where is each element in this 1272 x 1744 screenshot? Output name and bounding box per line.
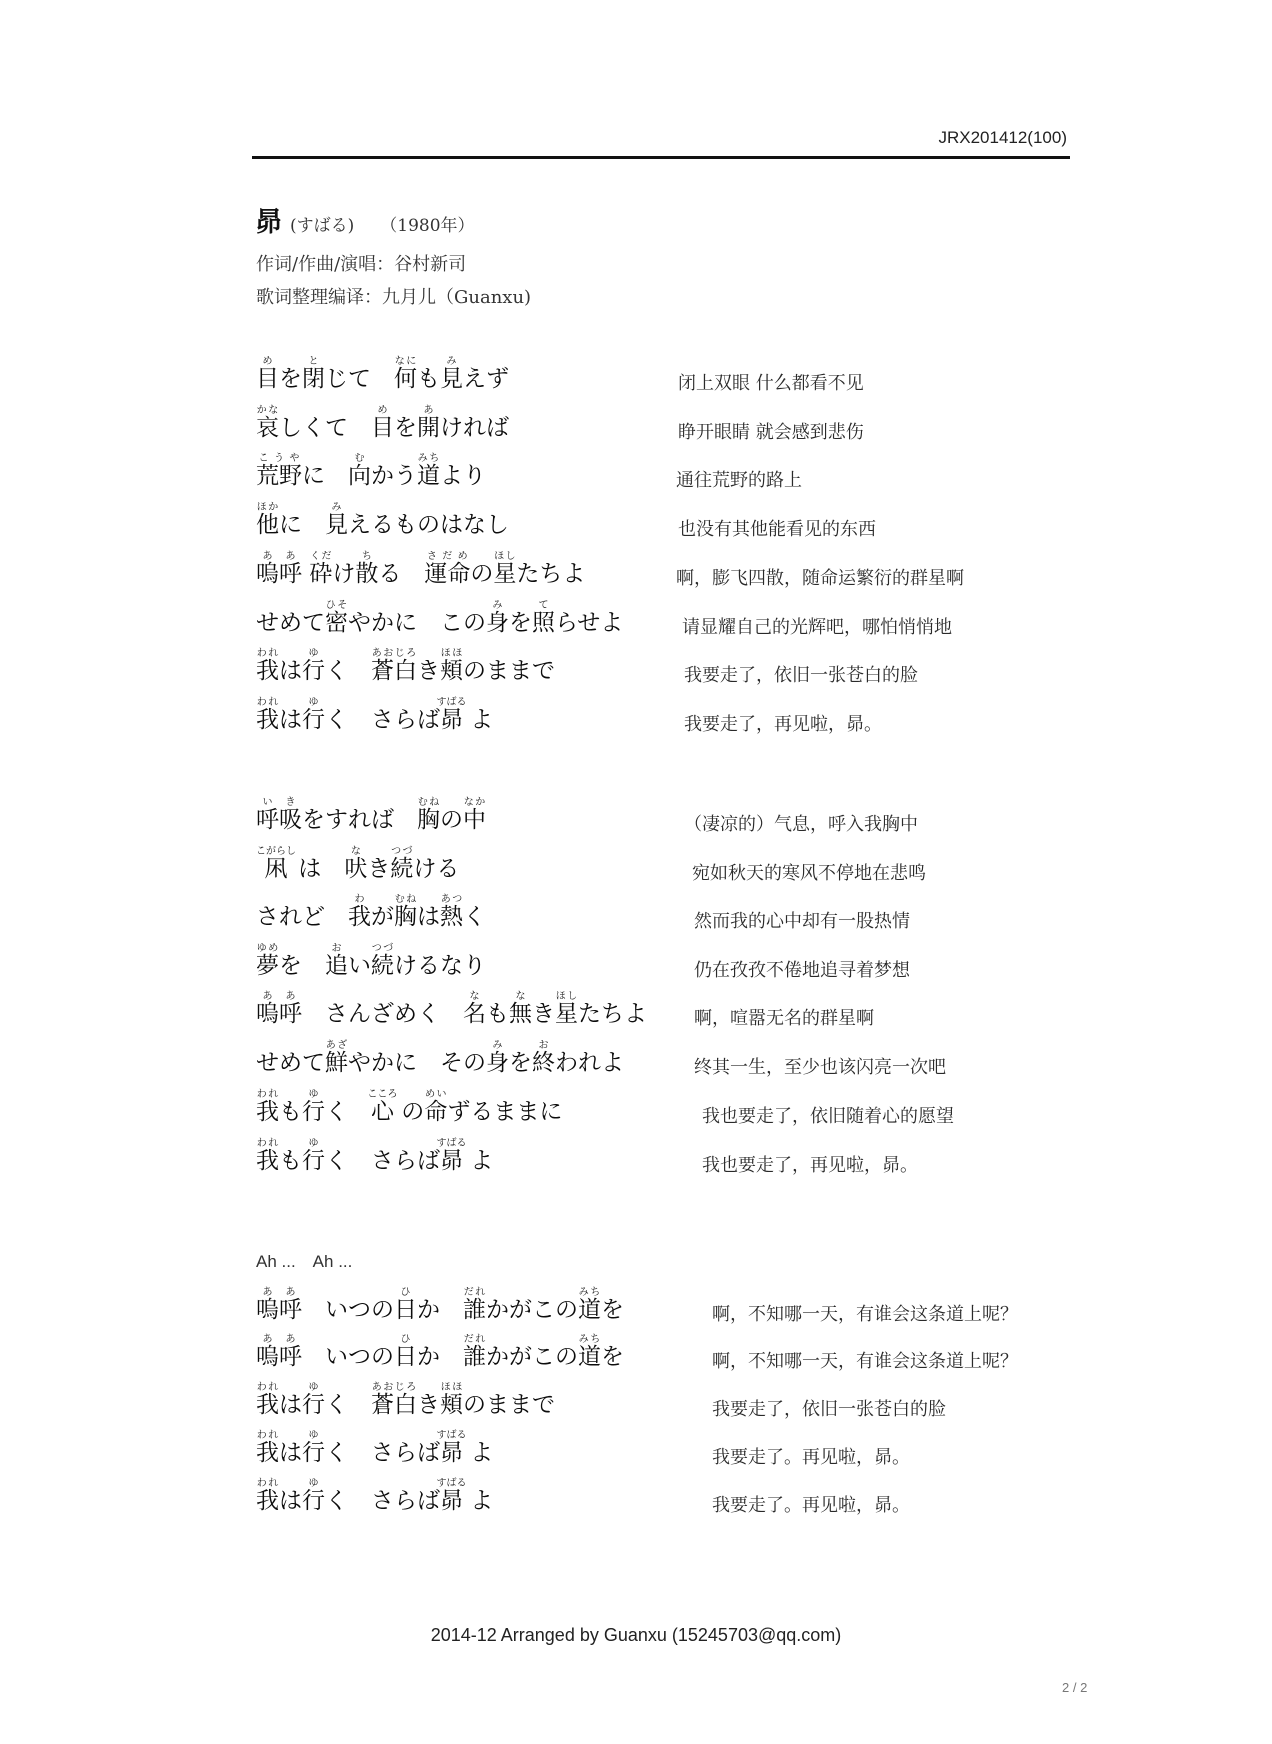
furigana-word: 目め xyxy=(371,405,394,441)
furigana-word: 日ひ xyxy=(394,1287,417,1323)
furigana-word: 嗚呼ああ xyxy=(256,1287,302,1323)
furigana-word: 行ゆ xyxy=(302,697,325,733)
furigana-word: 行ゆ xyxy=(302,1382,325,1418)
furigana-word: 蒼白あおじろ xyxy=(371,648,417,684)
lyric-line-chinese: 啊，膨飞四散，随命运繁衍的群星啊 xyxy=(676,568,964,589)
lyric-line-chinese: 我也要走了，依旧随着心的愿望 xyxy=(702,1106,954,1127)
furigana-word: 誰だれ xyxy=(463,1287,486,1323)
furigana-word: 我われ xyxy=(256,648,279,684)
lyric-line-japanese: 哀かなしくて 目めを開あければ xyxy=(256,405,509,441)
lyric-line-japanese: 嗚呼ああ さんざめく 名なも無なき星ほしたちよ xyxy=(256,991,647,1027)
lyric-line-chinese: 我要走了。再见啦，昴。 xyxy=(712,1447,910,1468)
furigana-word: 道みち xyxy=(417,453,440,489)
lyric-line-japanese: 目めを閉とじて 何なにも見みえず xyxy=(256,356,509,392)
furigana-word: 運命さだめ xyxy=(424,551,471,587)
furigana-word: 我われ xyxy=(256,1138,279,1174)
title-year: （1980年） xyxy=(380,216,475,236)
furigana-word: 続つづ xyxy=(390,846,414,882)
lyric-line-chinese: 睁开眼睛 就会感到悲伤 xyxy=(678,422,864,443)
furigana-word: 蒼白あおじろ xyxy=(371,1382,417,1418)
furigana-word: 胸むね xyxy=(394,894,417,930)
furigana-word: 向む xyxy=(348,453,371,489)
furigana-word: 行ゆ xyxy=(302,648,325,684)
furigana-word: 道みち xyxy=(578,1287,601,1323)
lyric-line-japanese: 我われも行ゆく 心こころ の命めいずるままに xyxy=(256,1089,563,1125)
furigana-word: 見み xyxy=(440,356,463,392)
furigana-word: 開あ xyxy=(417,405,440,441)
furigana-word: 頬ほほ xyxy=(440,1382,463,1418)
lyric-line-chinese: 我要走了，依旧一张苍白的脸 xyxy=(684,665,918,686)
lyric-line-japanese: 嗚呼ああ いつの日ひか 誰だれかがこの道みちを xyxy=(256,1334,624,1370)
title-reading: (すばる) xyxy=(290,216,355,236)
furigana-word: 頬ほほ xyxy=(440,648,463,684)
lyric-line-chinese: 我也要走了，再见啦，昴。 xyxy=(702,1155,918,1176)
lyric-line-japanese: 我われは行ゆく 蒼白あおじろき頬ほほのままで xyxy=(256,648,555,684)
furigana-word: 道みち xyxy=(578,1334,601,1370)
furigana-word: 昴すばる xyxy=(436,1138,467,1174)
lyric-line-japanese: 我われは行ゆく さらば昴すばる よ xyxy=(256,697,494,733)
furigana-word: 嗚呼ああ xyxy=(256,991,302,1027)
furigana-word: 熱あつ xyxy=(440,894,463,930)
lyric-line-chinese: （凄凉的）气息，呼入我胸中 xyxy=(684,814,918,835)
furigana-word: 行ゆ xyxy=(302,1138,325,1174)
furigana-word: 命めい xyxy=(424,1089,448,1125)
lyric-line-chinese: 也没有其他能看见的东西 xyxy=(678,519,876,540)
furigana-word: 哀かな xyxy=(256,405,279,441)
furigana-word: 我わ xyxy=(348,894,371,930)
furigana-word: 行ゆ xyxy=(302,1089,325,1125)
lyric-line-japanese: 夢ゆめを 追おい続つづけるなり xyxy=(256,943,486,979)
furigana-word: 見み xyxy=(325,502,348,538)
lyric-line-chinese: 然而我的心中却有一股热情 xyxy=(694,911,910,932)
furigana-word: 行ゆ xyxy=(302,1430,325,1466)
furigana-word: 他ほか xyxy=(256,502,279,538)
credit-composer: 作词/作曲/演唱：谷村新司 xyxy=(256,254,467,275)
lyric-line-chinese: 闭上双眼 什么都看不见 xyxy=(678,373,864,394)
furigana-word: 砕くだ xyxy=(309,551,333,587)
furigana-word: 行ゆ xyxy=(302,1478,325,1514)
furigana-word: 昴すばる xyxy=(436,697,467,733)
lyric-line-chinese: 通往荒野的路上 xyxy=(676,470,802,491)
header-rule xyxy=(252,156,1070,159)
lyric-line-japanese: せめて鮮あざやかに その身みを終おわれよ xyxy=(256,1040,624,1076)
furigana-word: 続つづ xyxy=(371,943,394,979)
furigana-word: 我われ xyxy=(256,1430,279,1466)
furigana-word: 昴すばる xyxy=(436,1430,467,1466)
lyric-line-japanese: されど 我わが胸むねは熱あつく xyxy=(256,894,486,930)
furigana-word: 我われ xyxy=(256,1478,279,1514)
furigana-word: 密ひそ xyxy=(325,600,348,636)
furigana-word: 誰だれ xyxy=(463,1334,486,1370)
furigana-word: 目め xyxy=(256,356,279,392)
lyric-line-chinese: 啊，不知哪一天，有谁会这条道上呢？ xyxy=(712,1304,1018,1325)
title-main: 昴 xyxy=(255,207,282,238)
furigana-word: 身み xyxy=(486,600,509,636)
lyric-line-chinese: 啊，不知哪一天，有谁会这条道上呢？ xyxy=(712,1351,1018,1372)
furigana-word: 昴すばる xyxy=(436,1478,467,1514)
furigana-word: 追お xyxy=(325,943,348,979)
furigana-word: 何なに xyxy=(394,356,417,392)
furigana-word: 散ち xyxy=(355,551,379,587)
furigana-word: 嗚呼ああ xyxy=(256,1334,302,1370)
furigana-word: 名な xyxy=(463,991,486,1027)
furigana-word: 凩こがらし xyxy=(256,846,296,882)
lyric-line-japanese: 嗚呼ああ 砕くだけ散ちる 運命さだめの星ほしたちよ xyxy=(256,551,586,587)
page-number: 2 / 2 xyxy=(1062,1680,1088,1695)
lyric-line-japanese: せめて密ひそやかに この身みを照てらせよ xyxy=(256,600,624,636)
furigana-word: 日ひ xyxy=(394,1334,417,1370)
lyric-line-japanese: 我われは行ゆく 蒼白あおじろき頬ほほのままで xyxy=(256,1382,555,1418)
lyric-line-japanese: 荒野こうやに 向むかう道みちより xyxy=(256,453,486,489)
furigana-word: 終お xyxy=(532,1040,555,1076)
lyric-line-japanese: 我われも行ゆく さらば昴すばる よ xyxy=(256,1138,494,1174)
lyric-line-chinese: 宛如秋天的寒风不停地在悲鸣 xyxy=(692,863,926,884)
lyric-line-chinese: 终其一生，至少也该闪亮一次吧 xyxy=(694,1057,946,1078)
lyric-line-chinese: 我要走了，再见啦，昴。 xyxy=(684,714,882,735)
furigana-word: 閉と xyxy=(302,356,325,392)
lyric-line-chinese: 请显耀自己的光辉吧，哪怕悄悄地 xyxy=(682,617,952,638)
furigana-word: 夢ゆめ xyxy=(256,943,279,979)
lyric-line-chinese: 我要走了。再见啦，昴。 xyxy=(712,1495,910,1516)
furigana-word: 我われ xyxy=(256,1382,279,1418)
furigana-word: 照て xyxy=(532,600,555,636)
furigana-word: 心こころ xyxy=(367,1089,398,1125)
lyric-line-japanese: 他ほかに 見みえるものはなし xyxy=(256,502,509,538)
lyric-line-chinese: 啊，喧嚣无名的群星啊 xyxy=(694,1008,874,1029)
furigana-word: 中なか xyxy=(463,797,486,833)
furigana-word: 無な xyxy=(509,991,532,1027)
furigana-word: 鮮あざ xyxy=(325,1040,348,1076)
furigana-word: 吠な xyxy=(344,846,368,882)
lyric-line-chinese: 仍在孜孜不倦地追寻着梦想 xyxy=(694,960,910,981)
furigana-word: 我われ xyxy=(256,1089,279,1125)
furigana-word: 荒野こうや xyxy=(256,453,302,489)
credit-arranger: 歌词整理编译：九月儿（Guanxu) xyxy=(256,287,532,308)
lyric-line-japanese: 凩こがらし は 吠なき続つづける xyxy=(256,846,460,882)
lyric-intro: Ah ... Ah ... xyxy=(256,1252,353,1271)
furigana-word: 我われ xyxy=(256,697,279,733)
lyric-line-japanese: 呼吸いきをすれば 胸むねの中なか xyxy=(256,797,486,833)
furigana-word: 星ほし xyxy=(555,991,578,1027)
song-title xyxy=(255,200,475,239)
lyric-line-japanese: 我われは行ゆく さらば昴すばる よ xyxy=(256,1430,494,1466)
furigana-word: 身み xyxy=(486,1040,509,1076)
furigana-word: 星ほし xyxy=(493,551,517,587)
lyric-line-chinese: 我要走了，依旧一张苍白的脸 xyxy=(712,1399,946,1420)
furigana-word: 胸むね xyxy=(417,797,440,833)
furigana-word: 嗚呼ああ xyxy=(256,551,302,587)
furigana-word: 呼吸いき xyxy=(256,797,302,833)
footer-credit: 2014-12 Arranged by Guanxu (15245703@qq.com) xyxy=(430,1625,842,1645)
document-code: JRX201412(100) xyxy=(938,128,1067,147)
lyric-line-japanese: 嗚呼ああ いつの日ひか 誰だれかがこの道みちを xyxy=(256,1287,624,1323)
lyric-line-japanese: 我われは行ゆく さらば昴すばる よ xyxy=(256,1478,494,1514)
